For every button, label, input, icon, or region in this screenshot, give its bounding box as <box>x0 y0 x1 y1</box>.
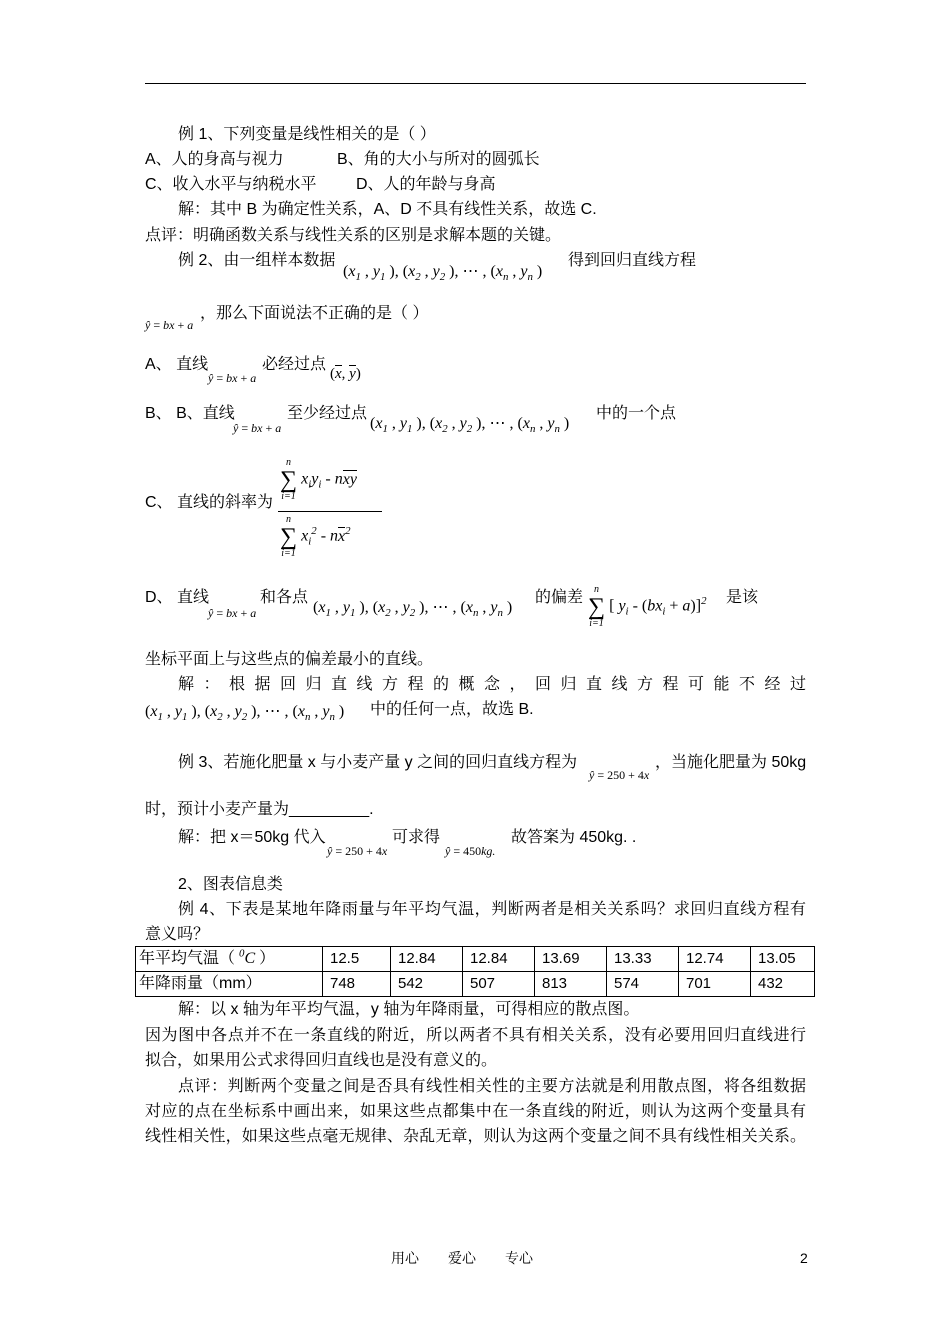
math-subscript: i <box>662 605 666 618</box>
example4-comment-line3: 线性相关性，如果这些点毫无规律、杂乱无章，则认为这两个变量之间不具有线性相关关系。 <box>145 1128 806 1145</box>
math-variable: C <box>244 950 256 967</box>
math-variable: x <box>522 415 530 432</box>
math-symbol: , <box>387 415 400 432</box>
summation-sign: ∑ <box>280 524 298 550</box>
math-symbol: ), ⋯ , ( <box>472 415 523 432</box>
math-variable: x <box>348 263 356 280</box>
math-symbol: , <box>478 599 491 616</box>
math-variable: kg. <box>481 844 496 858</box>
summation-upper-limit: n <box>594 584 600 595</box>
example4-solution-line3: 拟合，如果用公式求得回归直线也是没有意义的。 <box>145 1052 498 1069</box>
table-cell: 432 <box>751 972 815 997</box>
math-symbol: + <box>262 421 276 435</box>
math-symbol: - <box>316 527 331 545</box>
math-symbol: , <box>341 366 350 382</box>
math-variable: ŷ <box>233 421 239 435</box>
math-variable: x <box>150 703 158 720</box>
example2-question-middle: 得到回归直线方程 <box>568 252 697 269</box>
summation-upper-limit: n <box>286 457 292 468</box>
math-subscript: n <box>304 710 311 723</box>
example1-option-b: B、角的大小与所对的圆弧长 <box>337 151 540 168</box>
math-variable: y <box>372 263 380 280</box>
math-subscript: 1 <box>157 710 163 723</box>
example2-option-b-text: 至少经过点 <box>287 405 368 422</box>
table-row-temperature <box>136 947 815 972</box>
math-subscript: n <box>502 270 509 283</box>
math-symbol: ( <box>343 263 349 280</box>
math-symbol: ( <box>313 599 319 616</box>
math-symbol: , <box>330 599 343 616</box>
example2-option-b-label: B、 B、直线 <box>145 405 235 422</box>
math-subscript: 1 <box>181 710 188 723</box>
math-variable: x <box>318 599 326 616</box>
temperature-label-close: ） <box>259 950 276 967</box>
math-overline-variable: xy <box>342 470 357 488</box>
math-symbol: ), ( <box>187 703 211 720</box>
math-subscript: n <box>472 606 479 619</box>
example1-question: 例 1、下列变量是线性相关的是（ ） <box>178 126 436 143</box>
math-symbol: + <box>665 597 683 615</box>
example1-option-c: C、收入水平与纳税水平 <box>145 176 317 193</box>
math-subscript: 1 <box>379 270 386 283</box>
example2-option-a-label: A、 直线 <box>145 356 209 373</box>
math-symbol: - ( <box>628 597 648 615</box>
math-subscript: 1 <box>382 422 388 435</box>
table-cell: 12.74 <box>679 947 751 972</box>
math-variable: y <box>520 263 528 280</box>
math-symbol: - <box>321 470 335 488</box>
example3-solution-end: 故答案为 450kg. . <box>511 829 637 846</box>
math-variable: bx <box>251 421 263 435</box>
math-symbol: = <box>213 371 227 385</box>
footer-motto: 爱心 <box>448 1250 476 1266</box>
math-symbol: [ <box>609 597 619 615</box>
math-subscript: n <box>329 710 335 723</box>
regression-example3-formula <box>327 842 387 860</box>
math-subscript: 2 <box>415 270 421 283</box>
math-variable: x <box>378 599 386 616</box>
celsius-unit <box>235 947 259 967</box>
table-cell: 13.33 <box>607 947 679 972</box>
math-overline-variable: x <box>338 527 346 545</box>
math-subscript: 1 <box>325 606 331 619</box>
math-subscript: n <box>554 422 560 435</box>
predicted-value-formula <box>445 842 495 860</box>
summation-lower-limit: i=1 <box>281 491 296 502</box>
example4-question-line2: 意义吗？ <box>145 926 210 943</box>
math-variable: x <box>381 844 388 858</box>
math-subscript: 2 <box>466 422 473 435</box>
math-symbol: ), ⋯ , ( <box>247 703 298 720</box>
example4-solution-line2: 因为图中各点并不在一条直线的附近，所以两者不具有相关关系，没有必要用回归直线进行 <box>145 1027 806 1044</box>
summation <box>588 585 605 629</box>
math-symbol: , <box>360 263 373 280</box>
example2-option-d-label: D、 直线 <box>145 589 210 606</box>
summation <box>280 515 297 559</box>
math-symbol: ( <box>330 366 335 382</box>
math-superscript: 2 <box>345 525 351 538</box>
math-subscript: 1 <box>349 606 356 619</box>
example1-option-a: A、人的身高与视力 <box>145 151 284 168</box>
regression-example3-formula <box>589 766 649 784</box>
math-superscript: 2 <box>701 595 707 608</box>
table-cell: 574 <box>607 972 679 997</box>
math-subscript: n <box>527 270 533 283</box>
math-symbol: ) <box>502 599 513 616</box>
math-symbol: ) <box>532 263 543 280</box>
math-variable: ŷ <box>589 768 595 782</box>
page-number: 2 <box>800 1250 808 1266</box>
math-subscript: 2 <box>442 422 448 435</box>
example4-question-line1: 例 4、下表是某地年降雨量与年平均气温，判断两者是相关关系吗？求回归直线方程有 <box>178 901 806 918</box>
math-variable: bx <box>226 606 238 620</box>
math-variable: ŷ <box>327 844 333 858</box>
math-symbol: ), ( <box>355 599 379 616</box>
example2-question-start: 例 2、由一组样本数据 <box>178 252 336 269</box>
math-variable: x <box>301 527 309 545</box>
math-subscript: 2 <box>385 606 391 619</box>
math-superscript: 0 <box>239 947 245 960</box>
math-variable: y <box>459 415 467 432</box>
example3-solution-start: 解：把 x＝50kg 代入 <box>178 829 326 846</box>
math-variable: y <box>322 703 330 720</box>
section2-title: 2、图表信息类 <box>178 876 283 893</box>
math-subscript: n <box>497 606 503 619</box>
math-variable: y <box>311 470 319 488</box>
math-symbol: ( <box>145 703 151 720</box>
math-variable: x <box>375 415 383 432</box>
example2-option-b-end: 中的一个点 <box>596 405 677 422</box>
math-variable: n <box>330 527 339 545</box>
math-variable: x <box>435 415 443 432</box>
math-symbol: ), ⋯ , ( <box>445 263 496 280</box>
example2-solution-line2: 中的任何一点，故选 B. <box>370 701 534 718</box>
math-symbol: + <box>174 318 188 332</box>
example2-option-d-text3: 是该 <box>726 589 759 606</box>
math-symbol: , <box>310 703 323 720</box>
math-symbol: = <box>213 606 227 620</box>
math-variable: y <box>618 597 626 615</box>
math-subscript: 2 <box>439 270 446 283</box>
header-rule <box>145 83 806 84</box>
summation <box>280 458 297 502</box>
math-variable: bx <box>647 597 663 615</box>
math-variable: y <box>490 599 498 616</box>
summation-sign: ∑ <box>280 467 298 493</box>
math-symbol: ) <box>559 415 570 432</box>
math-variable: y <box>402 599 410 616</box>
slope-numerator-formula <box>280 458 357 502</box>
math-subscript: i <box>308 535 312 548</box>
math-variable: bx <box>163 318 175 332</box>
math-variable: y <box>174 703 182 720</box>
math-subscript: i <box>625 605 629 618</box>
summation-upper-limit: n <box>286 514 292 525</box>
math-variable: bx <box>226 371 238 385</box>
regression-line-formula <box>145 316 193 334</box>
sample-points-formula <box>343 262 542 282</box>
math-symbol: = 450 <box>450 844 482 858</box>
deviation-sum-formula <box>588 585 707 629</box>
math-symbol: , <box>420 263 433 280</box>
math-subscript: 2 <box>409 606 416 619</box>
example4-comment-line1: 点评：判断两个变量之间是否具有线性相关性的主要方法就是利用散点图，将各组数据 <box>178 1078 806 1095</box>
table-row-rainfall <box>136 972 815 997</box>
math-symbol: ), ( <box>385 263 409 280</box>
math-variable: y <box>399 415 407 432</box>
math-symbol: = <box>150 318 164 332</box>
math-symbol: ) <box>355 366 361 382</box>
summation-sign: ∑ <box>588 594 606 620</box>
math-variable: x <box>465 599 473 616</box>
table-cell: 12.84 <box>391 947 463 972</box>
math-symbol: = <box>238 421 252 435</box>
example2-option-d-text2: 的偏差 <box>535 589 584 606</box>
math-symbol: ), ⋯ , ( <box>415 599 466 616</box>
math-variable: y <box>432 263 440 280</box>
math-variable: ŷ <box>145 318 151 332</box>
math-symbol: + <box>237 606 251 620</box>
example2-option-c-label: C、 直线的斜率为 <box>145 494 274 511</box>
mean-point-formula <box>330 364 361 384</box>
table-cell: 12.84 <box>463 947 535 972</box>
math-variable: n <box>334 470 343 488</box>
math-symbol: , <box>390 599 403 616</box>
table-cell: 701 <box>679 972 751 997</box>
math-subscript: i <box>308 478 312 491</box>
math-variable: x <box>643 768 650 782</box>
slope-denominator-formula <box>280 515 351 559</box>
rainfall-label: 年降雨量（mm） <box>136 972 323 997</box>
example1-option-d: D、人的年龄与身高 <box>356 176 496 193</box>
math-variable: x <box>210 703 218 720</box>
summation-lower-limit: i=1 <box>589 618 604 629</box>
table-cell: 12.5 <box>323 947 391 972</box>
math-overline-variable: x <box>335 366 342 382</box>
math-variable: ŷ <box>208 606 214 620</box>
example3-question-end: ，当施化肥量为 50kg <box>655 754 807 771</box>
math-symbol: , <box>447 415 460 432</box>
math-symbol: ), ( <box>412 415 436 432</box>
table-row-header <box>136 947 323 972</box>
math-variable: ŷ <box>208 371 214 385</box>
math-symbol: , <box>508 263 521 280</box>
math-subscript: 2 <box>217 710 223 723</box>
math-variable: x <box>408 263 416 280</box>
math-symbol: ) <box>334 703 345 720</box>
temperature-label: 年平均气温（ <box>139 950 236 967</box>
math-subscript: 1 <box>355 270 361 283</box>
footer-motto: 专心 <box>505 1250 533 1266</box>
math-symbol: )] <box>690 597 702 615</box>
math-variable: x <box>297 703 305 720</box>
math-superscript: 2 <box>311 525 317 538</box>
math-variable: x <box>301 470 309 488</box>
math-overline-variable: y <box>349 366 356 382</box>
regression-line-formula <box>208 604 256 622</box>
math-subscript: n <box>529 422 536 435</box>
table-cell: 507 <box>463 972 535 997</box>
example3-solution-middle: 可求得 <box>392 829 441 846</box>
math-subscript: 2 <box>241 710 248 723</box>
table-cell: 13.69 <box>535 947 607 972</box>
footer-motto: 用心 <box>391 1250 419 1266</box>
math-subscript: 1 <box>406 422 413 435</box>
sample-points-formula <box>313 598 512 618</box>
math-variable: a <box>250 606 257 620</box>
math-subscript: i <box>318 478 322 491</box>
math-variable: a <box>187 318 194 332</box>
example1-solution: 解：其中 B 为确定性关系，A、D 不具有线性关系，故选 C. <box>178 201 597 218</box>
regression-line-formula <box>233 419 281 437</box>
math-symbol: = 250 + 4 <box>332 844 382 858</box>
math-symbol: + <box>237 371 251 385</box>
example2-option-d-text1: 和各点 <box>260 589 309 606</box>
table-cell: 813 <box>535 972 607 997</box>
math-symbol: , <box>222 703 235 720</box>
sample-points-formula <box>145 702 344 722</box>
example1-comment: 点评：明确函数关系与线性关系的区别是求解本题的关键。 <box>145 227 562 244</box>
math-variable: a <box>250 371 257 385</box>
math-variable: ŷ <box>445 844 451 858</box>
example4-comment-line2: 对应的点在坐标系中画出来，如果这些点都集中在一条直线的附近，则认为这两个变量具有 <box>145 1103 806 1120</box>
regression-line-formula <box>208 369 256 387</box>
example4-solution-line1: 解：以 x 轴为年平均气温，y 轴为年降雨量，可得相应的散点图。 <box>178 1001 640 1018</box>
example3-question-start: 例 3、若施化肥量 x 与小麦产量 y 之间的回归直线方程为 <box>178 754 578 771</box>
summation-lower-limit: i=1 <box>281 548 296 559</box>
table-cell: 13.05 <box>751 947 815 972</box>
temperature-rainfall-table <box>135 946 815 997</box>
math-variable: a <box>682 597 691 615</box>
fraction-bar <box>278 511 382 512</box>
math-variable: a <box>275 421 282 435</box>
example2-option-d-continued: 坐标平面上与这些点的偏差最小的直线。 <box>145 651 434 668</box>
example2-option-a-text: 必经过点 <box>262 356 327 373</box>
table-cell: 542 <box>391 972 463 997</box>
math-variable: y <box>547 415 555 432</box>
table-cell: 748 <box>323 972 391 997</box>
math-variable: x <box>495 263 503 280</box>
math-symbol: , <box>162 703 175 720</box>
example2-solution-line1: 解 ： 根 据 回 归 直 线 方 程 的 概 念 ， 回 归 直 线 方 程 可 能 不 经 过 <box>178 676 806 693</box>
example2-question-end: ，那么下面说法不正确的是（ ） <box>200 305 429 322</box>
math-symbol: ( <box>370 415 376 432</box>
math-symbol: , <box>535 415 548 432</box>
math-symbol: = 250 + 4 <box>594 768 644 782</box>
example3-question-line2: 时，预计小麦产量为_________. <box>145 801 374 818</box>
math-variable: y <box>234 703 242 720</box>
math-variable: y <box>342 599 350 616</box>
sample-points-formula <box>370 414 569 434</box>
